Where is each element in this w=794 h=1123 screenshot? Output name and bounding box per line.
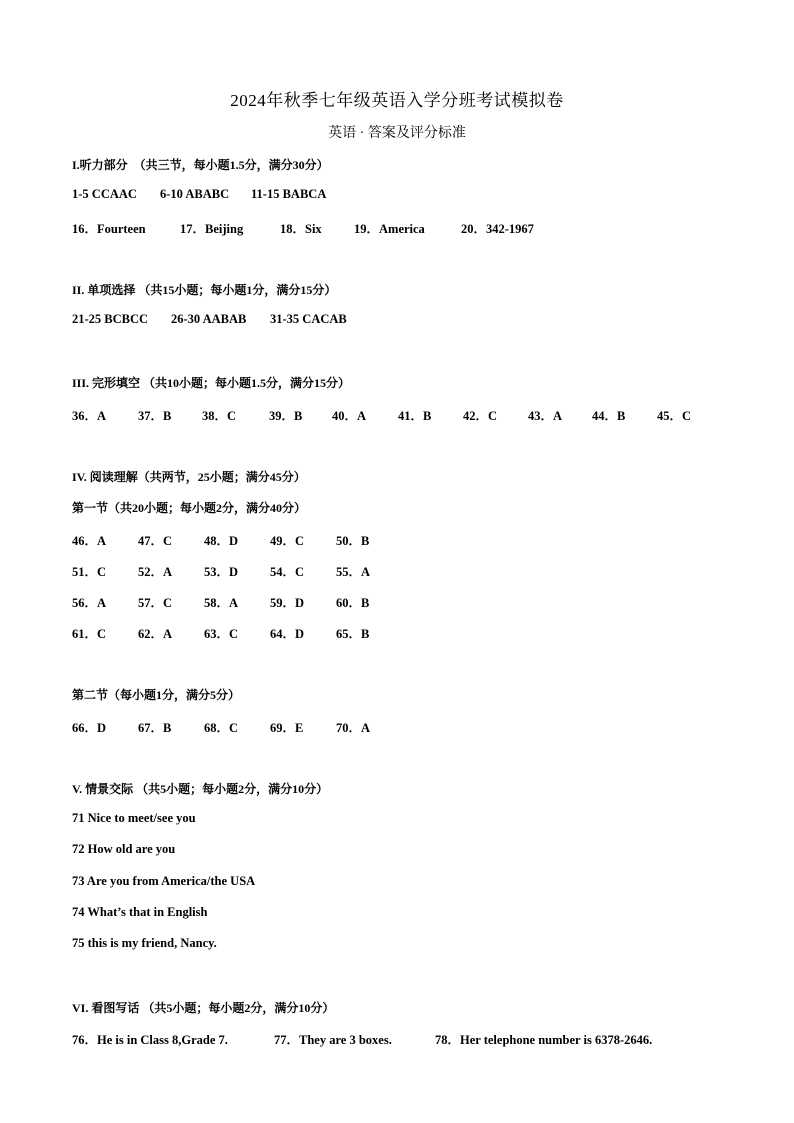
- answer-item: 56．A: [72, 596, 107, 610]
- answer-group: 26-30 AABAB: [171, 312, 247, 326]
- answer-row: [72, 406, 691, 424]
- answer-item: 64．D: [270, 627, 305, 641]
- answer-item: 57．C: [138, 596, 173, 610]
- answer-item: 77．They are 3 boxes.: [274, 1033, 392, 1047]
- answer-item: 53．D: [204, 565, 239, 579]
- answer-item: 18．Six: [280, 222, 322, 236]
- answer-group: 21-25 BCBCC: [72, 312, 149, 326]
- answer-item: 19．America: [354, 222, 425, 236]
- answer-item: 69．E: [270, 721, 304, 735]
- answer-item: 62．A: [138, 627, 173, 641]
- answer-item: 39．B: [269, 409, 303, 423]
- answer-item: 38．C: [202, 409, 237, 423]
- answer-item: 67．B: [138, 721, 172, 735]
- section-1-heading: I.听力部分 （共三节，每小题1.5分，满分30分）: [72, 158, 329, 172]
- answer-row: [72, 1030, 652, 1048]
- answer-item: 48．D: [204, 534, 239, 548]
- answer-item: 17．Beijing: [180, 222, 244, 236]
- answer-line: 74 What’s that in English: [72, 905, 208, 919]
- answer-group: 1-5 CCAAC: [72, 187, 137, 201]
- answer-item: 16．Fourteen: [72, 222, 146, 236]
- answer-item: 37．B: [138, 409, 172, 423]
- answer-line: 75 this is my friend, Nancy.: [72, 936, 217, 950]
- section-5-heading: V. 情景交际 （共5小题；每小题2分，满分10分）: [72, 782, 329, 796]
- section-2-heading: II. 单项选择 （共15小题；每小题1分，满分15分）: [72, 283, 337, 297]
- answer-item: 50．B: [336, 534, 370, 548]
- answer-row: [72, 593, 369, 611]
- section-4-part-1-heading: 第一节（共20小题；每小题2分，满分40分）: [72, 501, 307, 515]
- answer-group: 11-15 BABCA: [251, 187, 327, 201]
- answer-item: 41．B: [398, 409, 432, 423]
- answer-item: 66．D: [72, 721, 107, 735]
- answer-item: 45．C: [657, 409, 692, 423]
- answer-row: [72, 562, 370, 580]
- answer-item: 55．A: [336, 565, 371, 579]
- answer-item: 46．A: [72, 534, 107, 548]
- section-4-heading: IV. 阅读理解（共两节，25小题；满分45分）: [72, 470, 306, 484]
- answer-item: 52．A: [138, 565, 173, 579]
- answer-item: 54．C: [270, 565, 305, 579]
- answer-item: 36．A: [72, 409, 107, 423]
- answer-item: 78．Her telephone number is 6378-2646.: [435, 1033, 653, 1047]
- answer-item: 47．C: [138, 534, 173, 548]
- answer-item: 60．B: [336, 596, 370, 610]
- answer-line: 71 Nice to meet/see you: [72, 811, 196, 825]
- answer-group: 6-10 ABABC: [160, 187, 230, 201]
- answer-item: 63．C: [204, 627, 239, 641]
- section-3-heading: III. 完形填空 （共10小题；每小题1.5分，满分15分）: [72, 376, 351, 390]
- answer-row: [72, 624, 369, 642]
- answer-row: [72, 312, 347, 327]
- answer-item: 58．A: [204, 596, 239, 610]
- answer-item: 59．D: [270, 596, 305, 610]
- answer-line: 73 Are you from America/the USA: [72, 874, 256, 888]
- answer-item: 76．He is in Class 8,Grade 7.: [72, 1033, 228, 1047]
- answer-item: 68．C: [204, 721, 239, 735]
- answer-item: 61．C: [72, 627, 107, 641]
- section-4-part-2-heading: 第二节（每小题1分，满分5分）: [72, 688, 241, 702]
- section-6-heading: VI. 看图写话 （共5小题；每小题2分，满分10分）: [72, 1001, 335, 1015]
- answer-item: 65．B: [336, 627, 370, 641]
- answer-item: 44．B: [592, 409, 626, 423]
- document-title: 2024年秋季七年级英语入学分班考试模拟卷: [230, 91, 564, 110]
- answer-item: 20．342-1967: [461, 222, 534, 236]
- answer-item: 70．A: [336, 721, 371, 735]
- answer-line: 72 How old are you: [72, 842, 176, 856]
- answer-item: 42．C: [463, 409, 498, 423]
- answer-group: 31-35 CACAB: [270, 312, 347, 326]
- answer-row: [72, 531, 369, 549]
- answer-row: [72, 187, 326, 202]
- answer-item: 40．A: [332, 409, 367, 423]
- answer-item: 51．C: [72, 565, 107, 579]
- answer-row: [72, 718, 370, 736]
- document-subtitle: 英语 · 答案及评分标准: [328, 126, 466, 141]
- answer-item: 49．C: [270, 534, 305, 548]
- answer-row: [72, 219, 534, 237]
- answer-item: 43．A: [528, 409, 563, 423]
